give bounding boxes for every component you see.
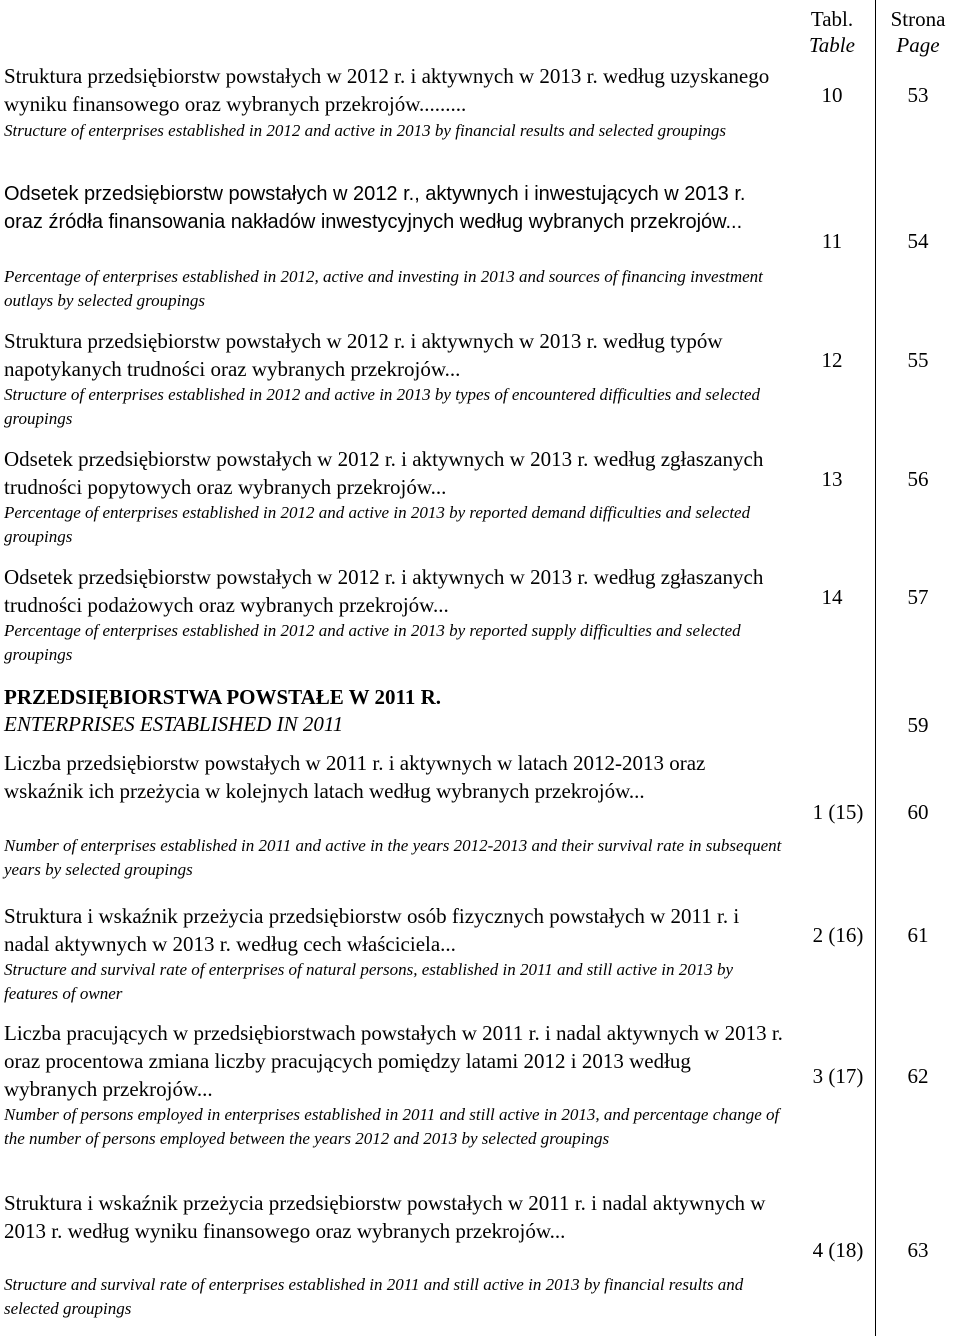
entry-title-pl[interactable]: Liczba pracujących w przedsiębiorstwach powstałych w 2011 r. i nadal aktywnych w 2013 r. oraz procentowa zmiana liczby pracujących pomiędzy latami 2012 i 2013 według wybranych przekrojów... [4, 1021, 783, 1101]
page-number: 54 [907, 229, 929, 253]
table-column-header [790, 6, 874, 58]
page-number: 53 [907, 83, 929, 107]
entry-title-pl[interactable]: Struktura przedsiębiorstw powstałych w 2012 r. i aktywnych w 2013 r. według uzyskanego wyniku finansowego oraz wybranych przekrojów......... [4, 64, 770, 116]
entry-title-en: Number of enterprises established in 2011 and active in the years 2012-2013 and their survival rate in subsequent years by selected groupings [4, 836, 782, 879]
table-number: 4 (18) [812, 1238, 864, 1262]
page-number: 56 [907, 467, 929, 491]
page-header-en: Page [896, 33, 940, 57]
table-number: 10 [821, 83, 843, 107]
page-number: 60 [907, 800, 929, 824]
table-header-pl: Tabl. [810, 7, 854, 31]
page-number: 57 [907, 585, 929, 609]
section-page-number: 59 [907, 713, 929, 737]
table-header-en: Table [809, 33, 855, 57]
entry-title-pl[interactable]: Odsetek przedsiębiorstw powstałych w 2012 r., aktywnych i inwestujących w 2013 r. oraz źródła finansowania nakładów inwestycyjnych według wybranych przekrojów... [4, 183, 746, 233]
page-number: 62 [907, 1064, 929, 1088]
column-divider [875, 0, 876, 1336]
section-heading-en: ENTERPRISES ESTABLISHED IN 2011 [4, 712, 344, 736]
entry-title-en: Number of persons employed in enterprises established in 2011 and still active in 2013, and percentage change of the number of persons employed between the years 2012 and 2013 by selected groupings [4, 1105, 780, 1148]
table-number: 14 [821, 585, 843, 609]
entry-title-en: Structure and survival rate of enterprises established in 2011 and still active in 2013 by financial results and selected groupings [4, 1275, 744, 1318]
entry-title-en: Percentage of enterprises established in 2012 and active in 2013 by reported supply difficulties and selected groupings [4, 621, 741, 664]
table-number: 1 (15) [812, 800, 864, 824]
page-header-pl: Strona [890, 7, 946, 31]
entry-title-en: Percentage of enterprises established in 2012, active and investing in 2013 and sources of financing investment outlays by selected groupings [4, 267, 763, 310]
entry-title-en: Percentage of enterprises established in 2012 and active in 2013 by reported demand difficulties and selected groupings [4, 503, 751, 546]
entry-title-pl[interactable]: Odsetek przedsiębiorstw powstałych w 2012 r. i aktywnych w 2013 r. według zgłaszanych trudności popytowych oraz wybranych przekrojów... [4, 447, 764, 499]
table-number: 11 [821, 229, 843, 253]
table-number: 12 [821, 348, 843, 372]
entry-title-en: Structure and survival rate of enterprises of natural persons, established in 2011 and still active in 2013 by features of owner [4, 960, 734, 1003]
entry-title-pl[interactable]: Struktura i wskaźnik przeżycia przedsiębiorstw osób fizycznych powstałych w 2011 r. i nadal aktywnych w 2013 r. według cech właściciela... [4, 904, 740, 956]
entry-title-en: Structure of enterprises established in 2012 and active in 2013 by financial results and selected groupings [4, 121, 726, 140]
table-number: 13 [821, 467, 843, 491]
page-number: 61 [907, 923, 929, 947]
table-number: 3 (17) [812, 1064, 864, 1088]
page-number: 63 [907, 1238, 929, 1262]
entry-title-pl[interactable]: Struktura przedsiębiorstw powstałych w 2012 r. i aktywnych w 2013 r. według typów napotykanych trudności oraz wybranych przekrojów... [4, 329, 723, 381]
entry-title-pl[interactable]: Liczba przedsiębiorstw powstałych w 2011 r. i aktywnych w latach 2012-2013 oraz wskaźnik ich przeżycia w kolejnych latach według wybranych przekrojów... [4, 751, 706, 803]
table-number: 2 (16) [812, 923, 864, 947]
section-heading-pl: PRZEDSIĘBIORSTWA POWSTAŁE W 2011 R. [4, 685, 442, 709]
entry-title-en: Structure of enterprises established in 2012 and active in 2013 by types of encountered difficulties and selected groupings [4, 385, 761, 428]
entry-title-pl[interactable]: Struktura i wskaźnik przeżycia przedsiębiorstw powstałych w 2011 r. i nadal aktywnych w 2013 r. według wyniku finansowego oraz wybranych przekrojów... [4, 1191, 766, 1243]
page-column-header [878, 6, 958, 58]
entry-title-pl[interactable]: Odsetek przedsiębiorstw powstałych w 2012 r. i aktywnych w 2013 r. według zgłaszanych trudności podażowych oraz wybranych przekrojów... [4, 565, 764, 617]
page-number: 55 [907, 348, 929, 372]
